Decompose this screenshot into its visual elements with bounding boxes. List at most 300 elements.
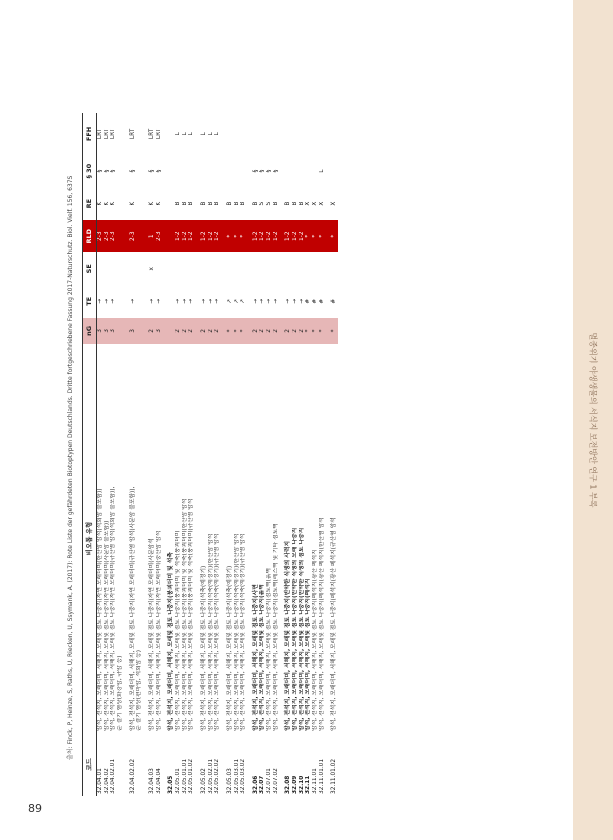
cell-ffh [259, 113, 266, 155]
cell-re: B [240, 201, 247, 206]
cell-te: # [312, 298, 319, 304]
rotated-table-stage [82, 113, 562, 796]
cell-code: 32.05.02 [200, 768, 207, 794]
cell-desc: 암석, 전석지, 모래더미, 서해지, 모래및 점토 나중지(폐석지(광산 폐석지(한산염 암석 [318, 517, 325, 731]
cell-rld: 1-2 [175, 220, 182, 253]
cell-rld: 2-3 [97, 220, 104, 253]
cell-rld: 2-3 [110, 220, 117, 253]
cell-rld: 1-2 [214, 220, 221, 253]
cell-rld: * [234, 220, 241, 253]
cell-desc: 암석, 전석지, 모래더미, 서해지, 모래및 점토 나중지(석축(예정기) [200, 565, 207, 731]
cell-rld: 2-3 [104, 220, 111, 253]
cell-te: → [298, 298, 305, 304]
cell-ng: * [319, 318, 326, 344]
cell-ffh [221, 113, 234, 155]
cell-ng: 2 [279, 318, 292, 344]
cell-rld: 2-3 [156, 220, 163, 253]
cell-s30 [312, 155, 319, 188]
cell-se [195, 253, 208, 286]
cell-s30 [117, 155, 124, 188]
cell-se: x [148, 267, 155, 271]
cell-te: → [272, 298, 279, 304]
cell-rld: * [240, 220, 247, 253]
cell-ffh [299, 113, 306, 155]
cell-rld [136, 220, 143, 253]
cell-ng: * [221, 318, 234, 344]
cell-re: X [305, 201, 312, 206]
cell-s30 [175, 155, 182, 188]
cell-s30: § [97, 169, 103, 173]
cell-s30: L [318, 169, 325, 173]
cell-desc: 암석, 전석지, 모래더미, 서해지, 모래및 점토 나중지(폐석지(광산 폐석지 [312, 549, 319, 731]
table-row [208, 113, 215, 796]
cell-te: ↗ [226, 298, 233, 304]
cell-ffh [117, 113, 124, 155]
cell-s30 [195, 155, 208, 188]
cell-re: B [200, 201, 207, 206]
table-body [97, 113, 339, 796]
cell-te: → [97, 298, 103, 304]
cell-re: B [292, 201, 299, 206]
cell-se [97, 253, 104, 286]
cell-s30 [279, 155, 292, 188]
cell-ng: 2 [259, 318, 266, 344]
cell-ffh [325, 113, 338, 155]
cell-code: 32.05.01.01 [181, 758, 188, 794]
cell-desc: 암석, 전석지, 모래더미, 서해지, 모래및 점토 나중지(자연 모래더미(한산암 암석(석회암 불포함)) [97, 488, 103, 731]
cell-code: 32.05.03.02 [240, 758, 247, 794]
cell-re: X [331, 201, 338, 206]
cell-s30 [182, 155, 189, 188]
cell-te: → [181, 298, 188, 304]
cell-rld: 1-2 [273, 220, 280, 253]
cell-re: B [174, 201, 181, 206]
cell-se [162, 253, 175, 286]
cell-ng: * [305, 318, 312, 344]
cell-s30 [305, 155, 312, 188]
cell-te: → [259, 298, 266, 304]
cell-rld: 1-2 [247, 220, 260, 253]
header-te: TE [83, 285, 97, 318]
cell-rld: 1-2 [266, 220, 273, 253]
table-row [97, 113, 104, 796]
cell-se [124, 253, 137, 286]
cell-ng: 2 [195, 318, 208, 344]
cell-se [188, 253, 195, 286]
table-row [259, 113, 266, 796]
cell-code: 32.07.01 [266, 768, 273, 794]
biotope-table [82, 113, 338, 796]
cell-s30: § [272, 169, 279, 173]
cell-code: 32.05 [168, 775, 175, 794]
cell-ng: * [312, 318, 319, 344]
cell-te: → [266, 298, 273, 304]
cell-rld: * [221, 220, 234, 253]
cell-ffh [136, 113, 143, 155]
table-row [221, 113, 234, 796]
cell-code: 32.05.03.01 [233, 758, 240, 794]
table-row [188, 113, 195, 796]
cell-ffh [162, 113, 175, 155]
cell-ffh: L [207, 132, 214, 136]
cell-s30 [299, 155, 306, 188]
cell-rld: 1-2 [188, 220, 195, 253]
table-row [273, 113, 280, 796]
cell-se [325, 253, 338, 286]
cell-code: 32.04.02 [103, 768, 110, 794]
cell-ffh [312, 113, 319, 155]
cell-se [136, 253, 143, 286]
cell-se [234, 253, 241, 286]
cell-desc: 암석, 전석지, 모래더미, 서해지, 모래및 점토 나중지(자연 모래더미(규산염 암석(석회암 불포함)), [110, 486, 117, 731]
header-re: RE [83, 187, 97, 220]
cell-te: # [318, 298, 325, 304]
table-row [305, 113, 312, 796]
cell-re: B [272, 201, 279, 206]
cell-code: 32.05.01 [174, 768, 181, 794]
cell-desc: 암석, 전석지, 모래더미, 서해지, 모래및 점토 나중지(석축(예정기) [226, 565, 233, 731]
cell-ffh: L [200, 132, 207, 136]
table-row [319, 113, 326, 796]
cell-rld: 1-2 [195, 220, 208, 253]
table-row [110, 113, 117, 796]
cell-desc: 암석, 전석지, 모래더미, 서해지, 모래및 점토 나중지(자연 모래더미(사문암 불포함)) [103, 520, 110, 731]
cell-se [182, 253, 189, 286]
cell-desc: 암석, 전석지, 모래더미, 서해지, 모래및 점토 나중지(폐석지 [305, 578, 312, 731]
cell-ffh: LRT [129, 128, 136, 140]
cell-desc: 암석, 전석지, 모래더미, 서해지, 모래및 점토 나중지(자연 모래더미(중산암 암석 [155, 530, 162, 731]
cell-ng: 3 [104, 318, 111, 344]
cell-re: K [155, 201, 162, 206]
cell-rld: * [319, 220, 326, 253]
cell-se [266, 253, 273, 286]
cell-code: 32.05.02.01 [207, 758, 214, 794]
cell-ng: 2 [188, 318, 195, 344]
cell-rld: 2-3 [124, 220, 137, 253]
cell-ffh: L [181, 132, 188, 136]
cell-ffh: LRT [155, 128, 162, 140]
cell-te: → [207, 298, 214, 304]
cell-s30 [240, 155, 247, 188]
cell-ffh: LRT [97, 128, 103, 140]
cell-ng: 3 [124, 318, 137, 344]
cell-ffh: LRT [103, 128, 110, 140]
cell-code: 32.04.01 [97, 768, 103, 794]
table-row [234, 113, 241, 796]
cell-s30: § [155, 169, 162, 173]
cell-se [299, 253, 306, 286]
cell-s30 [162, 155, 175, 188]
cell-ng: 3 [110, 318, 117, 344]
cell-ffh [279, 113, 292, 155]
cell-ng: 2 [182, 318, 189, 344]
cell-ng [136, 318, 143, 344]
table-row [175, 113, 182, 796]
cell-desc: 암석, 전석지, 모래더미, 서해지, 모래및 점토 나중지(석축(예정기)(규산염 암석 [214, 533, 221, 731]
cell-ffh [266, 113, 273, 155]
cell-se [312, 253, 319, 286]
table-header-row [83, 113, 97, 796]
cell-s30: § [252, 169, 259, 173]
cell-ffh [247, 113, 260, 155]
cell-desc: 암석, 전석지, 모래더미, 서해지, 모래및 점토 나중지(석축(예정기)(한산암 암석 [233, 533, 240, 731]
cell-ng: * [325, 318, 338, 344]
cell-code: 32.04.02.02 [129, 758, 136, 794]
cell-ffh [234, 113, 241, 155]
cell-code: 32.11.01 [312, 768, 319, 794]
cell-s30: § [129, 169, 136, 173]
cell-ng: 2 [273, 318, 280, 344]
cell-rld: 1-2 [299, 220, 306, 253]
cell-te [117, 285, 124, 318]
cell-code [136, 733, 143, 796]
cell-rld: 1-2 [259, 220, 266, 253]
cell-code [117, 733, 124, 796]
cell-code: 32.05.02.02 [214, 758, 221, 794]
cell-re: B [181, 201, 188, 206]
cell-te: → [174, 298, 181, 304]
cell-re: B [252, 201, 259, 206]
table-row [312, 113, 319, 796]
cell-desc: 암석, 전석지, 모래더미, 서해지, 모래및 점토 나중지(자연 모래더미(규산염 암석(사문암 불포함)), [129, 486, 136, 731]
cell-te: → [155, 298, 162, 304]
cell-code: 32.05.01.02 [188, 758, 195, 794]
cell-code: 32.11.01.01 [318, 758, 325, 794]
cell-desc: 암석, 전석지, 모래더미, 서해지, 모래및 점토 나중지(붕괴더미 및 석축(붕괴더미 [174, 530, 181, 731]
cell-desc: 암석, 전석지, 모래더미, 서해지, 모래및 점토 나중지(붕괴더미 및 석축 [168, 552, 175, 731]
cell-ng: 2 [143, 318, 156, 344]
cell-te: → [129, 298, 136, 304]
cell-s30: § [103, 169, 110, 173]
cell-re: S [259, 201, 266, 206]
table-row [143, 113, 156, 796]
cell-re: K [110, 201, 117, 206]
cell-ffh: L [174, 132, 181, 136]
cell-se [117, 253, 124, 286]
cell-ffh: LRT [148, 128, 155, 140]
cell-te: → [188, 298, 195, 304]
cell-ffh [319, 113, 326, 155]
cell-code: 32.06 [252, 775, 259, 794]
cell-s30: § [259, 169, 266, 173]
cell-s30 [188, 155, 195, 188]
cell-rld: 1-2 [279, 220, 292, 253]
header-s30: § 30 [83, 155, 97, 188]
cell-rld: * [325, 220, 338, 253]
cell-ng [162, 318, 175, 344]
cell-desc: 암석, 전석지, 모래더미, 서해지, 모래및 점토 나중지(흙벽 [259, 584, 266, 731]
cell-ng: * [234, 318, 241, 344]
header-biotope-type: 비오톱 유형 [83, 344, 97, 733]
cell-ng: * [240, 318, 247, 344]
header-rld: RLD [83, 220, 97, 253]
cell-desc: 암석, 전석지, 모래더미, 서해지, 모래및 점토 나중지(붕괴더미 및 석축(붕괴더미(한산암 암석 [181, 498, 188, 731]
cell-re: B [233, 201, 240, 206]
cell-se [305, 253, 312, 286]
cell-s30 [292, 155, 299, 188]
cell-desc: 암석, 전석지, 모래더미, 서해지, 모래및 점토 나중지(폐석지(광산 폐석지(규산염 암석 [331, 517, 338, 731]
cell-te: → [103, 298, 110, 304]
cell-rld [162, 220, 175, 253]
cell-re: X [312, 201, 319, 206]
side-tab [573, 0, 613, 840]
cell-te: → [285, 298, 292, 304]
cell-re: B [285, 201, 292, 206]
cell-desc: 암석, 전석지, 모래더미, 서해지, 모래및 점토 나중지(점토벽(흙벽 [266, 567, 273, 731]
cell-se [292, 253, 299, 286]
cell-re: B [188, 201, 195, 206]
cell-code: 32.04.02.01 [110, 758, 117, 794]
table-row [299, 113, 306, 796]
table-row [266, 113, 273, 796]
cell-ng: 3 [156, 318, 163, 344]
cell-s30: § [148, 169, 155, 173]
cell-te: → [252, 298, 259, 304]
cell-re: K [129, 201, 136, 206]
cell-re: B [226, 201, 233, 206]
cell-s30 [208, 155, 215, 188]
table-row [136, 113, 143, 796]
cell-ng: 2 [208, 318, 215, 344]
table-row [292, 113, 299, 796]
table-row [156, 113, 163, 796]
cell-ng: 2 [214, 318, 221, 344]
cell-code: 32.05.03 [226, 768, 233, 794]
cell-se [175, 253, 182, 286]
cell-ffh: L [214, 132, 221, 136]
table-row [247, 113, 260, 796]
cell-s30 [221, 155, 234, 188]
cell-rld: * [305, 220, 312, 253]
cell-ng [117, 318, 124, 344]
cell-ffh: LRT [110, 128, 117, 140]
cell-s30: § [110, 169, 117, 173]
page-number: 89 [28, 802, 42, 815]
cell-code: 32.08 [285, 775, 292, 794]
cell-rld: 1 [143, 220, 156, 253]
cell-ffh [305, 113, 312, 155]
cell-ng: 3 [97, 318, 104, 344]
cell-desc: 암석, 전석지, 모래더미, 서해지, 모래및 점토 나중지(자연 모래더미(사문암석 [148, 538, 155, 731]
cell-te: ↗ [233, 298, 240, 304]
cell-desc: 암석, 전석지, 모래더미, 서해지, 모래및 점토 나중지(사면 [252, 584, 259, 731]
cell-re: S [266, 201, 273, 206]
cell-re: K [148, 201, 155, 206]
cell-ffh [240, 113, 247, 155]
cell-te: → [110, 298, 117, 304]
cell-ffh [273, 113, 280, 155]
cell-code: 32.04.03 [148, 768, 155, 794]
cell-re: K [103, 201, 110, 206]
cell-desc: 암석, 전석지, 모래더미, 서해지, 모래및 점토 나중지(점토벽(레스벽 및 기타 점토벽 [272, 523, 279, 731]
cell-desc: 암석, 전석지, 모래더미, 서해지, 모래및 점토 나중지(붕괴더미 및 석축(붕괴더미(규산염 암석 [188, 498, 195, 731]
header-code: 코드 [83, 733, 97, 796]
cell-ng: 2 [266, 318, 273, 344]
cell-code: 32.07 [259, 775, 266, 794]
cell-re: K [97, 201, 103, 206]
header-se: SE [83, 253, 97, 286]
side-tab-label: 멸종위기 야생생물의 서식지 보전방안 연구 1 부록 [588, 332, 598, 508]
cell-se [259, 253, 266, 286]
cell-ffh: L [188, 132, 195, 136]
cell-re [117, 187, 124, 220]
cell-re [136, 187, 143, 220]
cell-desc: 순 결기 혐상(화강암, 규암 등) [116, 655, 123, 731]
cell-re [162, 187, 175, 220]
table-row [214, 113, 221, 796]
source-note: 출처: Finck, P, Heinze, S, Raths, U, Riecken, U, Ssymank, A. (2017): Rote Liste der gefährdeten Biotoptypen Deutschlands. Dritte fortgeschriebene Fassung 2017-Naturschutz. Biol. Vielf. 156, 637S [67, 175, 74, 760]
cell-code: 32.11.01.02 [331, 758, 338, 794]
table-row [240, 113, 247, 796]
cell-te: # [331, 298, 338, 304]
cell-rld [117, 220, 124, 253]
table-row [325, 113, 338, 796]
cell-rld: * [312, 220, 319, 253]
cell-re: B [214, 201, 221, 206]
cell-ng: 2 [175, 318, 182, 344]
cell-te [136, 285, 143, 318]
cell-desc: 암석, 전석지, 모래더미, 서해지, 모래및 점토 나중지(빈약한 식생의 점토 나중지 [298, 527, 305, 731]
cell-ffh [292, 113, 299, 155]
cell-code: 32.10 [298, 775, 305, 794]
cell-se [273, 253, 280, 286]
cell-desc: 암석, 전석지, 모래더미, 서해지, 모래및 점토 나중지(석축(예정기)(한산암 암석 [207, 533, 214, 731]
table-row [195, 113, 208, 796]
table-row [124, 113, 137, 796]
cell-s30 [234, 155, 241, 188]
table-row [162, 113, 175, 796]
cell-rld: 1-2 [182, 220, 189, 253]
cell-desc: 암석, 전석지, 모래더미, 서해지, 모래및 점토 나중지(빈약한 식생의 사력지 [285, 540, 292, 731]
cell-code: 32.07.02 [272, 768, 279, 794]
header-ng: nG [83, 318, 97, 344]
cell-code: 32.09 [292, 775, 299, 794]
cell-se [208, 253, 215, 286]
cell-s30 [136, 155, 143, 188]
cell-desc: 순 결기 혐상(편마암, 석회암 등) [136, 649, 143, 731]
cell-desc: 암석, 전석지, 모래더미, 서해지, 모래및 점토 나중지(석축(예정기)(규산염 암석 [240, 533, 247, 731]
cell-se [110, 253, 117, 286]
header-ffh: FFH [83, 113, 97, 155]
cell-rld: 1-2 [292, 220, 299, 253]
cell-code: 32.11 [305, 775, 312, 794]
cell-desc: 암석, 전석지, 모래더미, 서해지, 모래및 점토 나중지(빈약한 식생의 모래 나중지 [292, 527, 299, 731]
table-row [279, 113, 292, 796]
cell-s30 [214, 155, 221, 188]
cell-ng: 2 [299, 318, 306, 344]
table-row [182, 113, 189, 796]
cell-re: B [207, 201, 214, 206]
cell-se [240, 253, 247, 286]
cell-se [156, 253, 163, 286]
cell-se [104, 253, 111, 286]
cell-se [319, 253, 326, 286]
table-row [117, 113, 124, 796]
cell-s30 [325, 155, 338, 188]
cell-se [247, 253, 260, 286]
table-row [104, 113, 111, 796]
cell-te [162, 285, 175, 318]
cell-te: → [214, 298, 221, 304]
cell-re: X [318, 201, 325, 206]
cell-ng: 2 [247, 318, 260, 344]
cell-te: # [305, 298, 312, 304]
cell-code: 32.04.04 [155, 768, 162, 794]
cell-te: → [200, 298, 207, 304]
cell-te: → [148, 298, 155, 304]
cell-rld: 1-2 [208, 220, 215, 253]
cell-s30: § [266, 169, 273, 173]
